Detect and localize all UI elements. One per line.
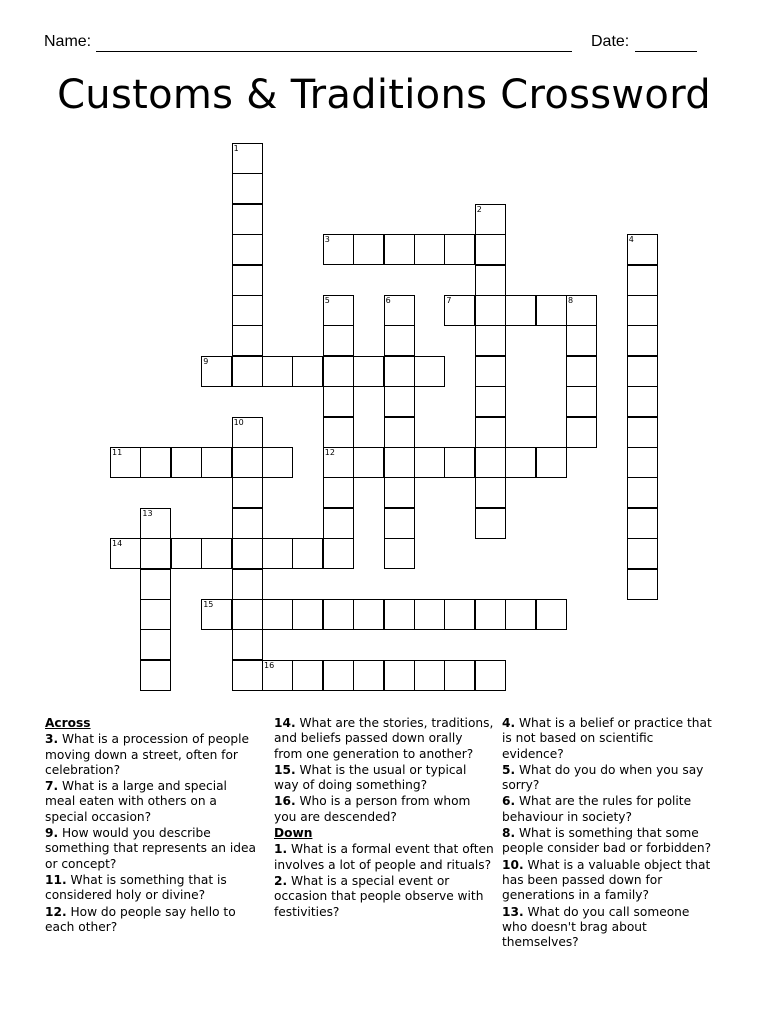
grid-cell[interactable] [414, 234, 445, 265]
grid-cell[interactable] [262, 599, 293, 630]
grid-cell[interactable] [262, 538, 293, 569]
grid-cell[interactable] [292, 599, 323, 630]
clue-across-12: 12. How do people say hello to each other? [45, 904, 236, 934]
grid-cell[interactable] [232, 508, 263, 539]
grid-cell[interactable] [384, 234, 415, 265]
grid-cell[interactable] [475, 477, 506, 508]
grid-cell[interactable] [627, 234, 658, 265]
clue-number-3: 3 [324, 235, 330, 245]
clue-number-14: 14 [112, 539, 123, 549]
down-heading: Down [274, 826, 313, 841]
grid-cell[interactable] [505, 447, 536, 478]
grid-cell[interactable] [232, 599, 263, 630]
clue-number-2: 2 [476, 204, 482, 214]
grid-cell[interactable] [323, 508, 354, 539]
grid-cell[interactable] [232, 569, 263, 600]
grid-cell[interactable] [323, 538, 354, 569]
grid-cell[interactable] [444, 234, 475, 265]
clue-number-12: 12 [324, 448, 335, 457]
clue-across-7: 7. What is a large and special meal eaten with others on a special occasion? [45, 779, 227, 824]
grid-cell[interactable] [384, 477, 415, 508]
grid-cell[interactable] [353, 660, 384, 691]
grid-cell[interactable] [384, 538, 415, 569]
grid-cell[interactable] [475, 417, 506, 448]
name-label: Name: [44, 33, 92, 50]
grid-cell[interactable] [262, 356, 293, 387]
grid-cell[interactable] [201, 447, 232, 478]
clue-number-13: 13 [142, 508, 153, 518]
grid-cell[interactable] [323, 447, 354, 478]
clue-across-16: 16. Who is a person from whom you are descended? [274, 794, 471, 824]
clue-down-13: 13. What do you call someone who doesn't brag about themselves? [502, 904, 690, 950]
grid-cell[interactable] [627, 447, 658, 478]
grid-cell[interactable] [384, 599, 415, 630]
date-label: Date: [591, 33, 630, 50]
grid-cell[interactable] [627, 386, 658, 417]
grid-cell[interactable] [232, 325, 263, 356]
grid-cell[interactable] [566, 295, 597, 326]
clue-number-10: 10 [233, 417, 244, 427]
grid-cell[interactable] [536, 447, 567, 478]
grid-cell[interactable] [323, 477, 354, 508]
grid-cell[interactable] [444, 660, 475, 691]
grid-cell[interactable] [262, 660, 293, 691]
name-date-line [44, 33, 744, 55]
grid-cell[interactable] [232, 629, 263, 660]
grid-cell[interactable] [384, 417, 415, 448]
grid-cell[interactable] [232, 204, 263, 235]
clue-across-9: 9. How would you describe something that represents an idea or concept? [45, 826, 256, 871]
clue-number-15: 15 [203, 600, 214, 609]
grid-cell[interactable] [566, 417, 597, 448]
grid-cell[interactable] [323, 295, 354, 326]
grid-cell[interactable] [627, 325, 658, 356]
grid-cell[interactable] [444, 599, 475, 630]
grid-cell[interactable] [536, 295, 567, 326]
grid-cell[interactable] [475, 234, 506, 265]
grid-cell[interactable] [627, 508, 658, 539]
grid-cell[interactable] [566, 356, 597, 387]
clue-across-11: 11. What is something that is considered holy or divine? [45, 872, 227, 903]
grid-cell[interactable] [232, 265, 263, 296]
clue-down-2: 2. What is a special event or occasion that people observe with festivities? [274, 873, 484, 919]
grid-cell[interactable] [627, 538, 658, 569]
grid-cell[interactable] [292, 356, 323, 387]
grid-cell[interactable] [627, 569, 658, 600]
grid-cell[interactable] [475, 386, 506, 417]
grid-cell[interactable] [384, 386, 415, 417]
clue-down-10: 10. What is a valuable object that has been passed down for generations in a family? [502, 857, 711, 903]
grid-cell[interactable] [444, 447, 475, 478]
clue-number-8: 8 [568, 296, 574, 305]
grid-cell[interactable] [353, 234, 384, 265]
grid-cell[interactable] [627, 295, 658, 326]
name-field[interactable] [96, 51, 572, 52]
grid-cell[interactable] [140, 569, 171, 600]
clue-column-1 [45, 716, 260, 936]
grid-cell[interactable] [475, 295, 506, 326]
grid-cell[interactable] [627, 356, 658, 387]
grid-cell[interactable] [140, 629, 171, 660]
grid-cell[interactable] [232, 660, 263, 691]
grid-cell[interactable] [323, 356, 354, 387]
grid-cell[interactable] [171, 447, 202, 478]
grid-cell[interactable] [384, 508, 415, 539]
clue-column-2 [274, 716, 494, 921]
clue-number-5: 5 [324, 296, 330, 305]
clue-number-4: 4 [628, 235, 634, 245]
grid-cell[interactable] [232, 295, 263, 326]
clue-number-9: 9 [203, 356, 209, 366]
grid-cell[interactable] [232, 356, 263, 387]
grid-cell[interactable] [475, 204, 506, 235]
grid-cell[interactable] [475, 599, 506, 630]
grid-cell[interactable] [384, 295, 415, 326]
grid-cell[interactable] [414, 599, 445, 630]
grid-cell[interactable] [110, 447, 141, 478]
grid-cell[interactable] [475, 265, 506, 296]
date-field[interactable] [635, 51, 697, 52]
grid-cell[interactable] [140, 508, 171, 539]
grid-cell[interactable] [323, 325, 354, 356]
clue-down-1: 1. What is a formal event that often involves a lot of people and rituals? [274, 842, 494, 872]
clue-down-8: 8. What is something that some people consider bad or forbidden? [502, 826, 712, 856]
grid-cell[interactable] [323, 660, 354, 691]
grid-cell[interactable] [475, 660, 506, 691]
grid-cell[interactable] [232, 143, 263, 174]
grid-cell[interactable] [627, 417, 658, 448]
grid-cell[interactable] [566, 386, 597, 417]
grid-cell[interactable] [323, 599, 354, 630]
grid-cell[interactable] [201, 599, 232, 630]
grid-cell[interactable] [505, 599, 536, 630]
grid-cell[interactable] [384, 356, 415, 387]
clue-number-16: 16 [264, 660, 275, 670]
grid-cell[interactable] [323, 386, 354, 417]
grid-cell[interactable] [232, 477, 263, 508]
grid-cell[interactable] [475, 325, 506, 356]
grid-cell[interactable] [475, 508, 506, 539]
grid-cell[interactable] [232, 538, 263, 569]
grid-cell[interactable] [505, 295, 536, 326]
grid-cell[interactable] [140, 447, 171, 478]
grid-cell[interactable] [475, 447, 506, 478]
clue-number-7: 7 [446, 296, 452, 305]
grid-cell[interactable] [140, 538, 171, 569]
grid-cell[interactable] [414, 660, 445, 691]
clue-across-14: 14. What are the stories, traditions, and beliefs passed down orally from one generation to another? [274, 716, 494, 761]
grid-cell[interactable] [140, 660, 171, 691]
grid-cell[interactable] [201, 538, 232, 569]
grid-cell[interactable] [171, 538, 202, 569]
clue-down-4: 4. What is a belief or practice that is not based on scientific evidence? [502, 716, 712, 761]
grid-cell[interactable] [292, 538, 323, 569]
grid-cell[interactable] [627, 265, 658, 296]
grid-cell[interactable] [292, 660, 323, 691]
clue-column-3 [502, 716, 712, 951]
grid-cell[interactable] [475, 356, 506, 387]
grid-cell[interactable] [140, 599, 171, 630]
grid-cell[interactable] [110, 538, 141, 569]
across-heading: Across [45, 716, 91, 730]
clue-down-6: 6. What are the rules for polite behaviour in society? [502, 794, 692, 824]
grid-cell[interactable] [232, 417, 263, 448]
grid-cell[interactable] [262, 447, 293, 478]
grid-cell[interactable] [232, 173, 263, 204]
clue-across-3: 3. What is a procession of people moving down a street, often for celebration? [45, 732, 250, 777]
grid-cell[interactable] [201, 356, 232, 387]
grid-cell[interactable] [384, 660, 415, 691]
clue-down-5: 5. What do you do when you say sorry? [502, 762, 704, 793]
page-title: Customs & Traditions Crossword [57, 72, 711, 118]
grid-cell[interactable] [536, 599, 567, 630]
grid-cell[interactable] [232, 234, 263, 265]
grid-cell[interactable] [323, 234, 354, 265]
grid-cell[interactable] [384, 325, 415, 356]
grid-cell[interactable] [353, 356, 384, 387]
clue-across-15: 15. What is the usual or typical way of doing something? [274, 762, 467, 793]
grid-cell[interactable] [353, 447, 384, 478]
grid-cell[interactable] [353, 599, 384, 630]
grid-cell[interactable] [323, 417, 354, 448]
clue-number-11: 11 [112, 448, 123, 457]
grid-cell[interactable] [444, 295, 475, 326]
grid-cell[interactable] [414, 447, 445, 478]
clue-number-1: 1 [233, 144, 239, 153]
grid-cell[interactable] [232, 447, 263, 478]
grid-cell[interactable] [627, 477, 658, 508]
grid-cell[interactable] [384, 447, 415, 478]
clue-number-6: 6 [385, 296, 391, 305]
grid-cell[interactable] [566, 325, 597, 356]
grid-cell[interactable] [414, 356, 445, 387]
